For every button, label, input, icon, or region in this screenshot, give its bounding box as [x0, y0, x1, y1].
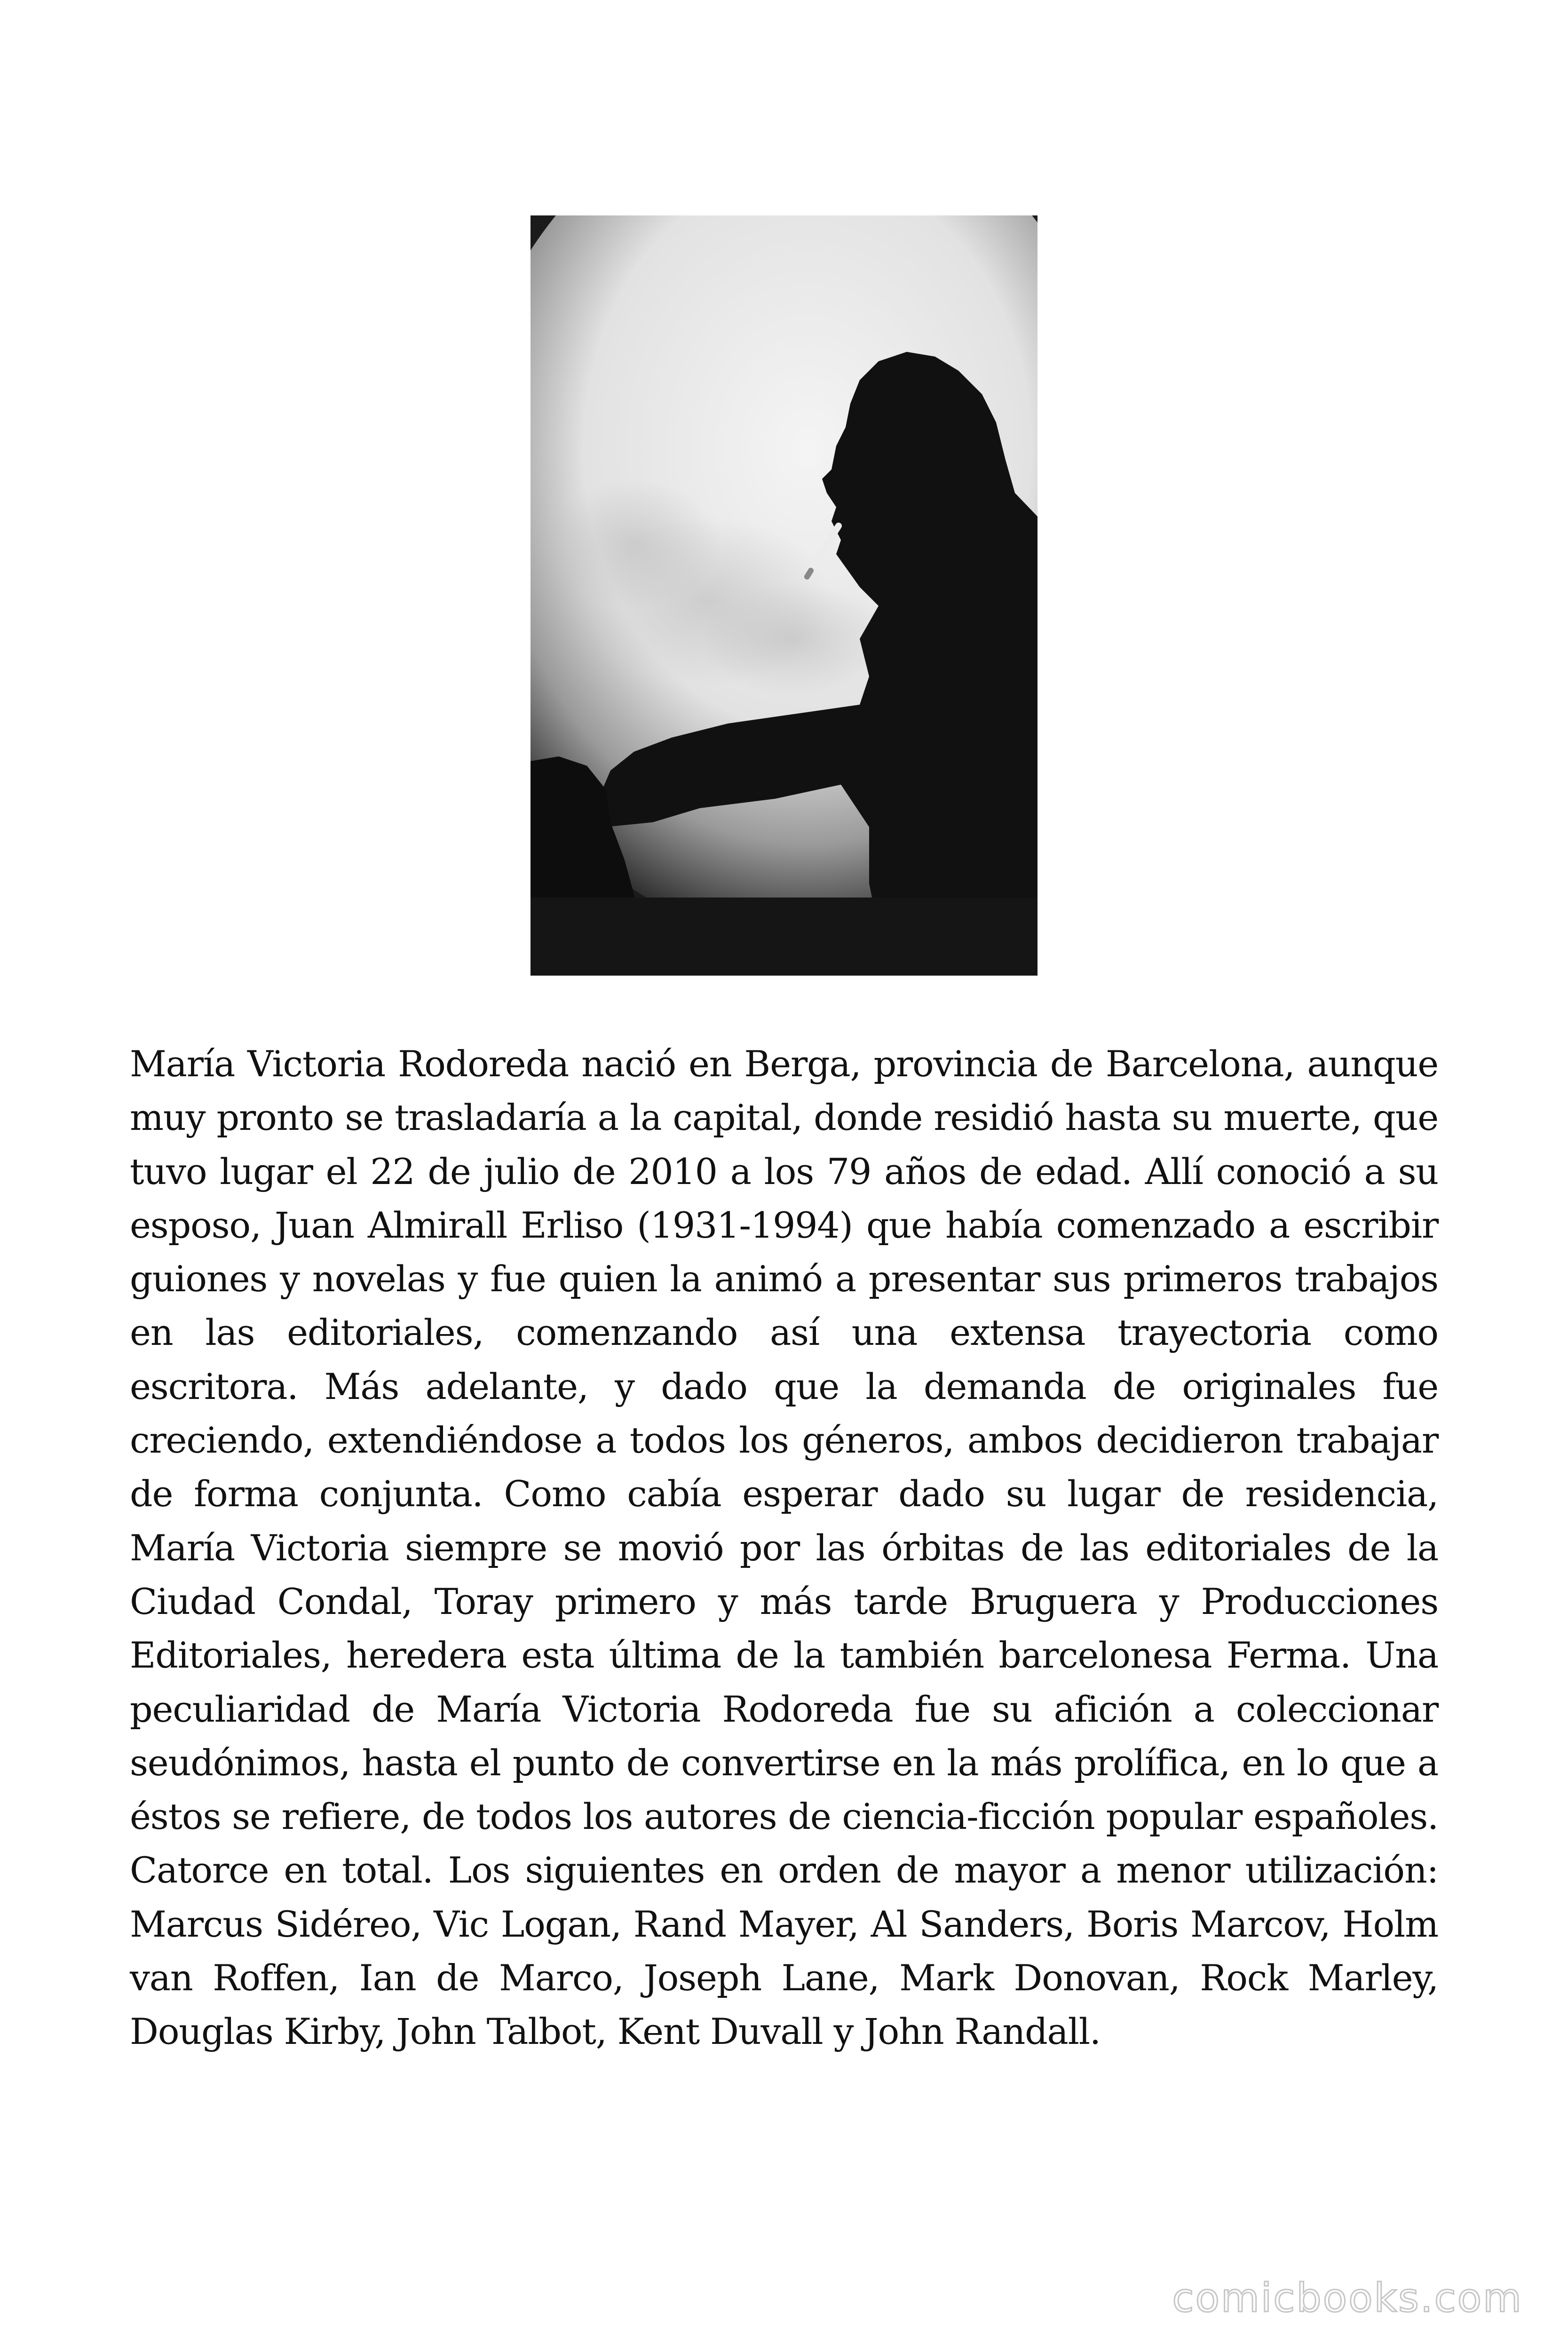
biography-text: María Victoria Rodoreda nació en Berga, provincia de Barcelona, aunque muy pronto se trasladaría a la capital, donde residió hasta su muerte, que tuvo lugar el 22 de julio de 2010 a los 79 años de edad. Allí conoció a su esposo, Juan Almirall Erliso (1931-1994) que había comenzado a escribir guiones y novelas y fue quien la animó a presentar sus primeros trabajos en las editoriales, comenzando así una extensa trayectoria como escritora. Más adelante, y dado que la demanda de originales fue creciendo, extendiéndose a todos los géneros, ambos decidieron trabajar de forma conjunta. Como cabía esperar dado su lugar de residencia, María Victoria siempre se movió por las órbitas de las editoriales de la Ciudad Condal, Toray primero y más tarde Bruguera y Producciones Editoriales, heredera esta última de la también barcelonesa Ferma. Una peculiaridad de María Victoria Rodoreda fue su afición a coleccionar seudónimos, hasta el punto de convertirse en la más prolífica, en lo que a éstos se refiere, de todos los autores de ciencia-ficción popular españoles. Catorce en total. Los siguientes en orden de mayor a menor utilización: Marcus Sidéreo, Vic Logan, Rand Mayer, Al Sanders, Boris Marcov, Holm van Roffen, Ian de Marco, Joseph Lane, Mark Donovan, Rock Marley, Douglas Kirby, John Talbot, Kent Duvall y John Randall.: [130, 1043, 1438, 2053]
silhouette-image: [531, 215, 1037, 976]
watermark: comicbooks.com: [1172, 2275, 1523, 2321]
author-photo: [531, 215, 1037, 976]
